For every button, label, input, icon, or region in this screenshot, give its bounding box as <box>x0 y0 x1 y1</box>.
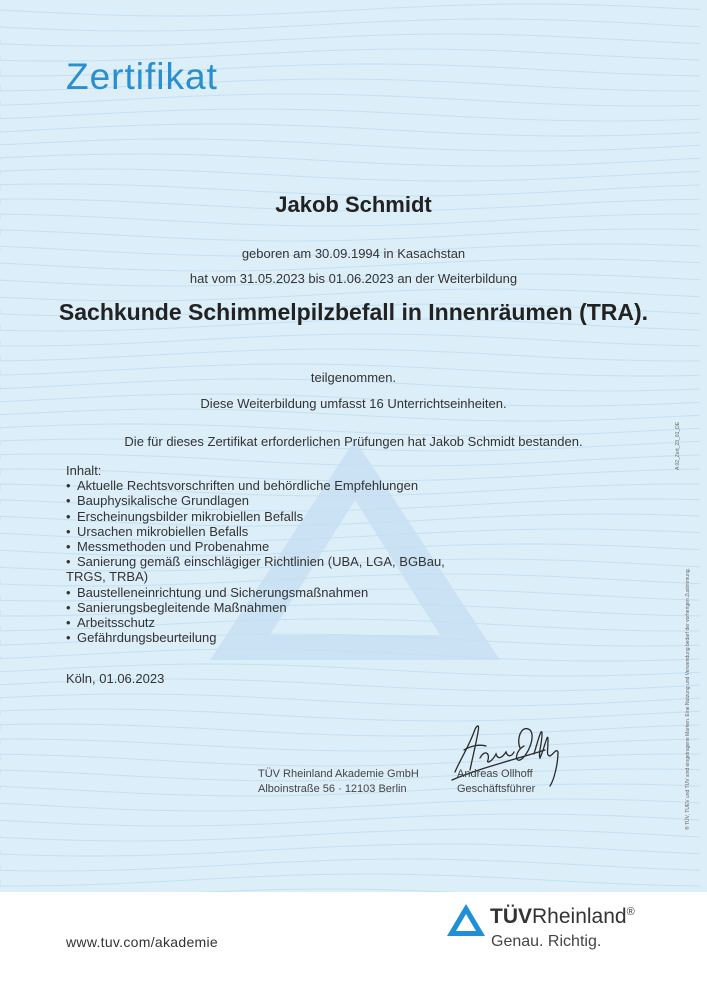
list-item: • Baustelleneinrichtung und Sicherungsmaßnahmen <box>66 585 445 600</box>
training-units: Diese Weiterbildung umfasst 16 Unterrichtseinheiten. <box>200 396 507 411</box>
issuer-address: Alboinstraße 56 · 12103 Berlin <box>258 783 407 795</box>
issuer-organization: TÜV Rheinland Akademie GmbH <box>258 768 419 780</box>
place-and-date: Köln, 01.06.2023 <box>66 671 165 686</box>
wave-line <box>0 349 700 361</box>
participated-text: teilgenommen. <box>310 370 397 385</box>
birth-info: geboren am 30.09.1994 in Kasachstan <box>241 246 466 261</box>
wave-line <box>0 139 700 151</box>
list-item <box>66 554 445 584</box>
wave-line <box>0 154 700 166</box>
course-title: Sachkunde Schimmelpilzbefall in Innenräumen (TRA). <box>58 299 649 325</box>
wave-line <box>0 889 700 892</box>
list-item-continuation: TRGS, TRBA) <box>66 569 149 585</box>
wave-line <box>0 34 700 46</box>
wave-line <box>0 859 700 871</box>
training-period: hat vom 31.05.2023 bis 01.06.2023 an der Weiterbildung <box>189 271 518 286</box>
website-link[interactable]: www.tuv.com/akademie <box>66 934 219 950</box>
wave-line <box>0 229 700 241</box>
wave-line <box>0 814 700 826</box>
list-item: • Aktuelle Rechtsvorschriften und behördliche Empfehlungen <box>66 478 445 493</box>
list-item: • Bauphysikalische Grundlagen <box>66 493 445 508</box>
content-list <box>66 463 445 645</box>
content-items <box>66 478 445 645</box>
recipient-name: Jakob Schmidt <box>275 192 432 217</box>
document-code: A 02_Zert_23_01_DE <box>675 421 681 470</box>
wave-line <box>0 694 700 706</box>
wave-line <box>0 709 700 721</box>
wave-line <box>0 169 700 181</box>
trademark-note: ® TÜV, TUEV und TUV sind eingetragene Marken. Eine Nutzung und Verwendung bedarf der vorherigen Zustimmung. <box>685 568 691 830</box>
list-item: • Sanierungsbegleitende Maßnahmen <box>66 600 445 615</box>
wave-line <box>0 4 700 16</box>
list-item: • Arbeitsschutz <box>66 615 445 630</box>
brand-bold: TÜV <box>490 905 532 928</box>
wave-line <box>0 874 700 886</box>
wave-line <box>0 829 700 841</box>
tuv-triangle-icon <box>445 902 487 938</box>
signatory-name: Andreas Ollhoff <box>457 768 533 780</box>
exam-passed-text: Die für dieses Zertifikat erforderlichen Prüfungen hat Jakob Schmidt bestanden. <box>124 434 583 449</box>
wave-line <box>0 724 700 736</box>
wave-line <box>0 799 700 811</box>
brand-name <box>490 905 635 929</box>
brand-slogan: Genau. Richtig. <box>491 933 602 950</box>
signatory-role: Geschäftsführer <box>457 783 536 795</box>
list-item: • Gefährdungsbeurteilung <box>66 630 445 645</box>
list-item-text: Sanierung gemäß einschlägiger Richtlinien (UBA, LGA, BGBau, <box>77 554 445 570</box>
list-item: • Ursachen mikrobiellen Befalls <box>66 524 445 539</box>
certificate-title: Zertifikat <box>66 56 218 97</box>
list-item: • Erscheinungsbilder mikrobiellen Befalls <box>66 509 445 524</box>
wave-line <box>0 19 700 31</box>
brand-regular: Rheinland <box>532 905 627 928</box>
wave-line <box>0 109 700 121</box>
wave-line <box>0 334 700 346</box>
wave-line <box>0 754 700 766</box>
wave-line <box>0 739 700 751</box>
wave-line <box>0 124 700 136</box>
content-heading: Inhalt: <box>66 463 102 478</box>
wave-line <box>0 844 700 856</box>
registered-mark: ® <box>626 906 635 918</box>
list-item: • Messmethoden und Probenahme <box>66 539 445 554</box>
